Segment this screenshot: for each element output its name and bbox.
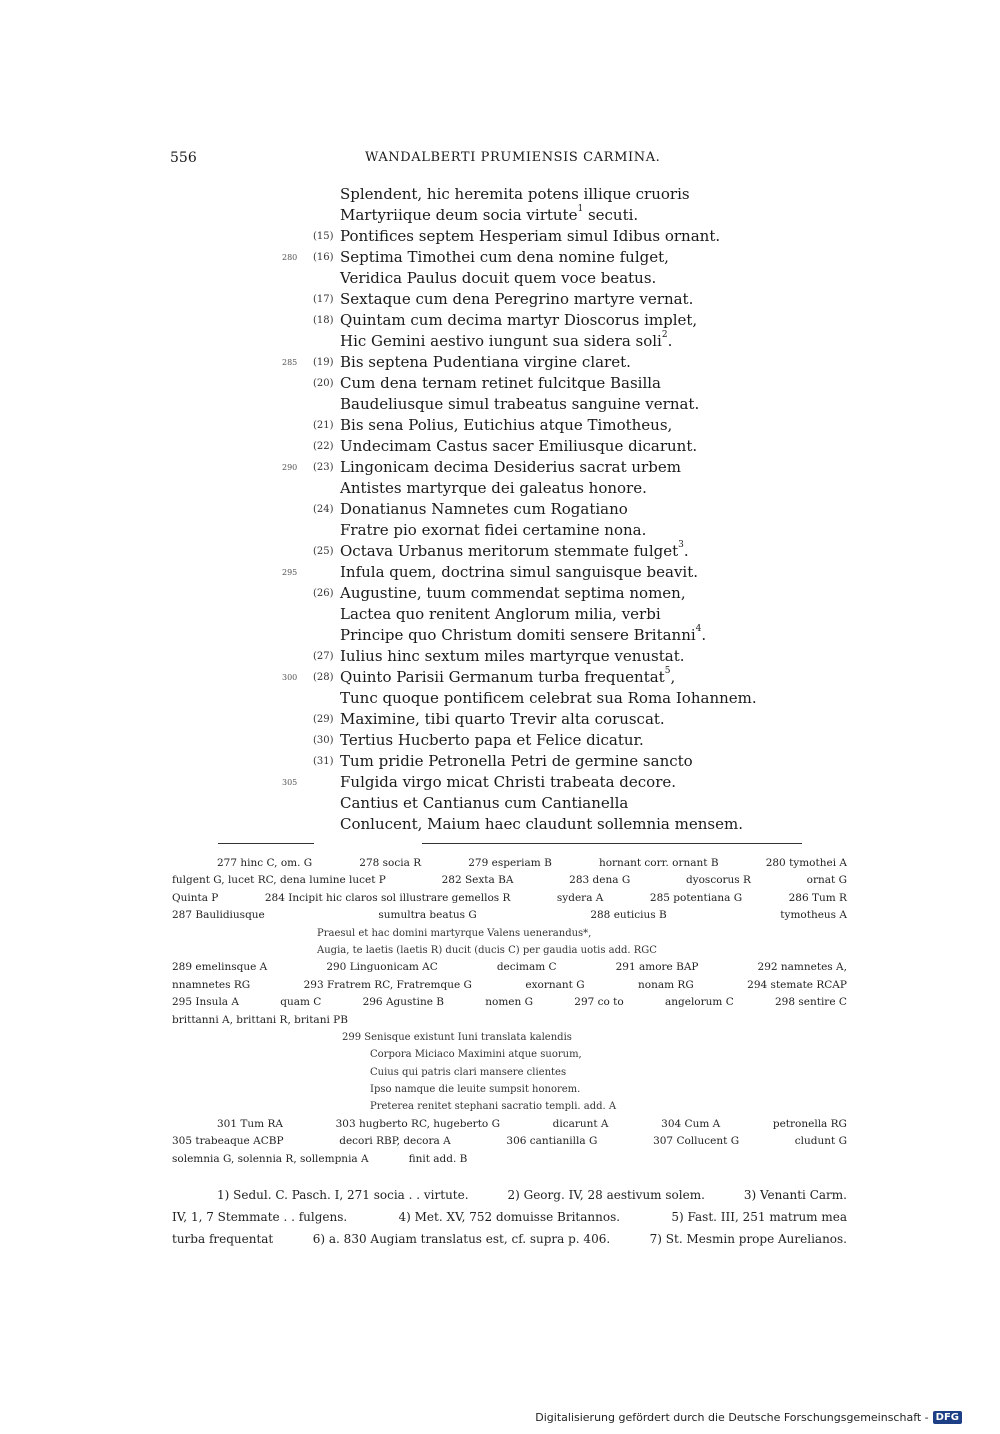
variant-reading: sydera A	[556, 891, 604, 904]
apparatus-line	[172, 994, 847, 1011]
stanza-number: (18)	[313, 315, 334, 326]
verse-text	[340, 709, 665, 730]
verse-line	[282, 205, 842, 226]
variant-reading: 306 cantianilla G	[506, 1135, 598, 1148]
variant-reading: 292 namnetes A,	[757, 961, 847, 974]
line-number: 305	[282, 778, 298, 787]
verse-words: Augustine, tuum commendat septima nomen,	[340, 584, 686, 602]
variant-reading: exornant G	[525, 978, 585, 991]
footnotes	[172, 1184, 847, 1250]
footnote-marker: 4	[695, 624, 702, 634]
variant-reading: 290 Linguonicam AC	[326, 961, 438, 974]
stanza-number: (17)	[313, 294, 334, 305]
verse-line	[282, 289, 842, 310]
verse-line	[282, 184, 842, 205]
verse-text	[340, 310, 697, 331]
verse-line	[282, 499, 842, 520]
verse-words: Bis septena Pudentiana virgine claret.	[340, 353, 631, 371]
apparatus-line	[172, 1133, 847, 1150]
stanza-number: (29)	[313, 714, 334, 725]
verse-text	[340, 457, 681, 478]
verse-text	[340, 730, 644, 751]
variant-reading: 307 Collucent G	[653, 1135, 740, 1148]
verse-punct: .	[683, 542, 689, 560]
stanza-number: (16)	[313, 252, 334, 263]
verse-words: Quintam cum decima martyr Dioscorus implet,	[340, 311, 698, 329]
line-number: 280	[282, 253, 298, 262]
verse-line	[282, 436, 842, 457]
variant-reading: tymotheus A	[780, 909, 847, 922]
variant-reading: 297 co to	[574, 996, 624, 1009]
verse-text	[340, 520, 646, 541]
variant-reading: 304 Cum A	[661, 1117, 721, 1130]
footnote-marker: 3	[678, 540, 684, 550]
variant-reading: 287 Baulidiusque	[172, 909, 265, 922]
verse-words: Fratre pio exornat fidei certamine nona.	[340, 521, 647, 539]
verse-text	[340, 751, 693, 772]
added-verse: Preterea renitet stephani sacratio templi. add. A	[370, 1101, 617, 1113]
line-number: 290	[282, 463, 298, 472]
variant-reading: decimam C	[496, 961, 557, 974]
variant-reading: 283 dena G	[569, 874, 631, 887]
stanza-number: (15)	[313, 231, 334, 242]
verse-words: Veridica Paulus docuit quem voce beatus.	[340, 269, 657, 287]
variant-reading: 277 hinc C, om. G	[217, 857, 313, 869]
verse-line	[282, 352, 842, 373]
verse-text	[340, 646, 685, 667]
variant-reading: cludunt G	[794, 1135, 847, 1148]
verse-words: Undecimam Castus sacer Emiliusque dicarunt.	[340, 437, 698, 455]
variant-reading: 289 emelinsque A	[172, 961, 268, 974]
verse-line	[282, 331, 842, 352]
verse-text	[340, 268, 656, 289]
verse-text	[340, 352, 631, 373]
verse-text	[340, 331, 672, 352]
apparatus-line	[172, 890, 847, 907]
verse-line	[282, 646, 842, 667]
verse-text	[340, 478, 647, 499]
verse-punct: ,	[670, 668, 676, 686]
verse-words: Septima Timothei cum dena nomine fulget,	[340, 248, 669, 266]
verse-line	[282, 772, 842, 793]
verse-line	[282, 247, 842, 268]
apparatus-line	[172, 872, 847, 889]
digitization-footer	[535, 1411, 962, 1424]
verse-line	[282, 667, 842, 688]
variant-reading: 278 socia R	[359, 857, 422, 869]
footnote-line	[172, 1206, 847, 1228]
footnote-entry: 6) a. 830 Augiam translatus est, cf. supra p. 406.	[312, 1232, 611, 1246]
variant-reading: 280 tymothei A	[765, 857, 847, 869]
stanza-number: (23)	[313, 462, 334, 473]
verse-text	[340, 583, 686, 604]
variant-reading: dyoscorus R	[685, 874, 751, 887]
variant-reading: 298 sentire C	[774, 996, 847, 1009]
added-verse: Praesul et hac domini martyrque Valens uenerandus*,	[317, 927, 592, 939]
verse-text	[340, 415, 672, 436]
variant-reading: quam C	[280, 996, 322, 1009]
verse-line	[282, 688, 842, 709]
stanza-number: (20)	[313, 378, 334, 389]
variant-reading: decori RBP, decora A	[339, 1135, 451, 1148]
verse-punct: .	[701, 626, 707, 644]
verse-words: Maximine, tibi quarto Trevir alta coruscat.	[340, 710, 665, 728]
verse-line	[282, 583, 842, 604]
variant-reading: 284 Incipit hic claros sol illustrare gemellos R	[264, 891, 511, 904]
apparatus-line	[172, 907, 847, 924]
verse-line	[282, 709, 842, 730]
variant-reading: ornat G	[806, 874, 847, 887]
stanza-number: (30)	[313, 735, 334, 746]
verse-text	[340, 667, 675, 688]
verse-line	[282, 751, 842, 772]
variant-reading: nnamnetes RG	[172, 978, 251, 991]
verse-words: Conlucent, Maium haec claudunt sollemnia mensem.	[340, 815, 743, 833]
footnote-line	[172, 1184, 847, 1206]
footnote-marker: 5	[664, 666, 671, 676]
verse-words: Octava Urbanus meritorum stemmate fulget	[340, 542, 679, 560]
added-verse: Augia, te laetis (laetis R) ducit (ducis C) per gaudia uotis add. RGC	[317, 944, 657, 956]
apparatus-line	[172, 1151, 847, 1168]
variant-reading: 282 Sexta BA	[441, 874, 514, 887]
critical-apparatus	[172, 855, 847, 1168]
added-verse: 299 Senisque existunt Iuni translata kalendis	[342, 1031, 572, 1043]
line-number: 300	[282, 673, 298, 682]
variant-reading: Quinta P	[172, 891, 219, 904]
verse-words: Principe quo Christum domiti sensere Britanni	[340, 626, 696, 644]
verse-words: Fulgida virgo micat Christi trabeata decore.	[340, 773, 677, 791]
verse-words: Tertius Hucberto papa et Felice dicatur.	[340, 731, 644, 749]
variant-reading: angelorum C	[664, 996, 734, 1009]
footnote-entry: 2) Georg. IV, 28 aestivum solem.	[507, 1188, 705, 1202]
verse-line	[282, 562, 842, 583]
variant-reading: 285 potentiana G	[649, 891, 743, 904]
separator-rule	[422, 843, 802, 844]
stanza-number: (31)	[313, 756, 334, 767]
variant-reading: dicarunt A	[552, 1117, 609, 1130]
verse-words: Martyriique deum socia virtute	[340, 206, 578, 224]
apparatus-line	[172, 1116, 847, 1133]
stanza-number: (19)	[313, 357, 334, 368]
stanza-number: (24)	[313, 504, 334, 515]
verse-line	[282, 268, 842, 289]
footnote-entry: 4) Met. XV, 752 domuisse Britannos.	[398, 1210, 621, 1224]
verse-words: Iulius hinc sextum miles martyrque venustat.	[340, 647, 685, 665]
verse-words: Baudeliusque simul trabeatus sanguine vernat.	[340, 395, 700, 413]
stanza-number: (28)	[313, 672, 334, 683]
verse-line	[282, 373, 842, 394]
stanza-number: (21)	[313, 420, 334, 431]
variant-reading: 286 Tum R	[788, 891, 847, 904]
verse-text	[340, 205, 638, 226]
added-verse: Cuius qui patris clari mansere clientes	[370, 1066, 567, 1078]
poem-text	[282, 184, 842, 835]
stanza-number: (25)	[313, 546, 334, 557]
added-verse: Corpora Miciaco Maximini atque suorum,	[370, 1049, 582, 1061]
variant-reading: 296 Agustine B	[362, 996, 445, 1009]
verse-words: Cantius et Cantianus cum Cantianella	[340, 794, 629, 812]
apparatus-line	[172, 977, 847, 994]
verse-words: Pontifices septem Hesperiam simul Idibus ornant.	[340, 227, 721, 245]
variant-reading: fulgent G, lucet RC, dena lumine lucet P	[172, 874, 386, 887]
footnote-entry: turba frequentat	[172, 1232, 274, 1246]
verse-words: Cum dena ternam retinet fulcitque Basilla	[340, 374, 661, 392]
verse-text	[340, 247, 669, 268]
verse-text	[340, 184, 690, 205]
variant-reading: brittanni A, brittani R, britani PB	[172, 1013, 348, 1026]
verse-punct: .	[667, 332, 673, 350]
verse-words: Hic Gemini aestivo iungunt sua sidera soli	[340, 332, 662, 350]
running-title: WANDALBERTI PRUMIENSIS CARMINA.	[365, 150, 661, 165]
verse-punct: secuti.	[583, 206, 639, 224]
verse-text	[340, 625, 706, 646]
footer-credit: Digitalisierung gefördert durch die Deutsche Forschungsgemeinschaft -	[535, 1411, 929, 1424]
verse-text	[340, 499, 628, 520]
line-number: 295	[282, 568, 298, 577]
verse-line	[282, 625, 842, 646]
variant-reading: 295 Insula A	[172, 996, 239, 1009]
stanza-number: (22)	[313, 441, 334, 452]
footnote-entry: 5) Fast. III, 251 matrum mea	[671, 1210, 847, 1224]
footnote-marker: 2	[661, 330, 668, 340]
footnote-entry: IV, 1, 7 Stemmate . . fulgens.	[172, 1210, 348, 1224]
footnote-marker: 1	[577, 204, 584, 214]
verse-words: Splendent, hic heremita potens illique cruoris	[340, 185, 690, 203]
verse-text	[340, 289, 693, 310]
verse-words: Lactea quo renitent Anglorum milia, verbi	[340, 605, 661, 623]
variant-reading: 294 stemate RCAP	[747, 978, 847, 991]
verse-line	[282, 730, 842, 751]
verse-text	[340, 814, 743, 835]
verse-line	[282, 604, 842, 625]
verse-line	[282, 310, 842, 331]
verse-text	[340, 394, 699, 415]
footnote-entry: 7) St. Mesmin prope Aurelianos.	[649, 1232, 847, 1246]
variant-reading: 305 trabeaque ACBP	[172, 1135, 284, 1148]
verse-line	[282, 478, 842, 499]
stanza-number: (26)	[313, 588, 334, 599]
variant-reading: sumultra beatus G	[378, 909, 477, 922]
variant-reading: nomen G	[485, 996, 534, 1009]
stanza-number: (27)	[313, 651, 334, 662]
variant-reading: petronella RG	[772, 1117, 847, 1130]
verse-words: Lingonicam decima Desiderius sacrat urbem	[340, 458, 681, 476]
page-number: 556	[170, 150, 197, 166]
footnote-line	[172, 1228, 847, 1250]
variant-reading: 303 hugberto RC, hugeberto G	[335, 1117, 500, 1130]
footnote-entry: 3) Venanti Carm.	[743, 1188, 847, 1202]
verse-line	[282, 226, 842, 247]
variant-reading: nonam RG	[638, 978, 694, 991]
separator-rule	[218, 843, 314, 844]
verse-text	[340, 373, 661, 394]
variant-reading: 279 esperiam B	[468, 857, 552, 869]
apparatus-line	[172, 959, 847, 976]
verse-words: Quinto Parisii Germanum turba frequentat	[340, 668, 665, 686]
verse-words: Bis sena Polius, Eutichius atque Timotheus,	[340, 416, 673, 434]
verse-words: Donatianus Namnetes cum Rogatiano	[340, 500, 628, 518]
variant-reading: hornant corr. ornant B	[598, 857, 719, 869]
variant-reading: 288 euticius B	[590, 909, 667, 922]
verse-text	[340, 226, 720, 247]
variant-reading: solemnia G, solennia R, sollempnia A	[172, 1152, 369, 1165]
footnote-entry: 1) Sedul. C. Pasch. I, 271 socia . . virtute.	[217, 1188, 469, 1202]
verse-line	[282, 457, 842, 478]
verse-words: Sextaque cum dena Peregrino martyre vernat.	[340, 290, 694, 308]
verse-text	[340, 793, 628, 814]
verse-words: Tunc quoque pontificem celebrat sua Roma Iohannem.	[340, 689, 757, 707]
verse-line	[282, 793, 842, 814]
verse-words: Tum pridie Petronella Petri de germine sancto	[340, 752, 693, 770]
verse-text	[340, 772, 676, 793]
verse-line	[282, 541, 842, 562]
variant-reading: 301 Tum RA	[217, 1117, 283, 1130]
verse-words: Infula quem, doctrina simul sanguisque beavit.	[340, 563, 699, 581]
dfg-logo: DFG	[933, 1411, 962, 1424]
apparatus-line	[172, 1012, 847, 1029]
verse-text	[340, 541, 689, 562]
apparatus-line	[172, 855, 847, 872]
verse-line	[282, 814, 842, 835]
variant-reading: finit add. B	[408, 1152, 468, 1165]
verse-text	[340, 604, 661, 625]
added-verse: Ipso namque die leuite sumpsit honorem.	[370, 1084, 581, 1096]
verse-line	[282, 415, 842, 436]
variant-reading: 291 amore BAP	[615, 961, 699, 974]
line-number: 285	[282, 358, 298, 367]
verse-line	[282, 520, 842, 541]
verse-text	[340, 562, 698, 583]
verse-line	[282, 394, 842, 415]
verse-text	[340, 436, 697, 457]
variant-reading: 293 Fratrem RC, Fratremque G	[303, 978, 472, 991]
verse-text	[340, 688, 757, 709]
verse-words: Antistes martyrque dei galeatus honore.	[340, 479, 647, 497]
